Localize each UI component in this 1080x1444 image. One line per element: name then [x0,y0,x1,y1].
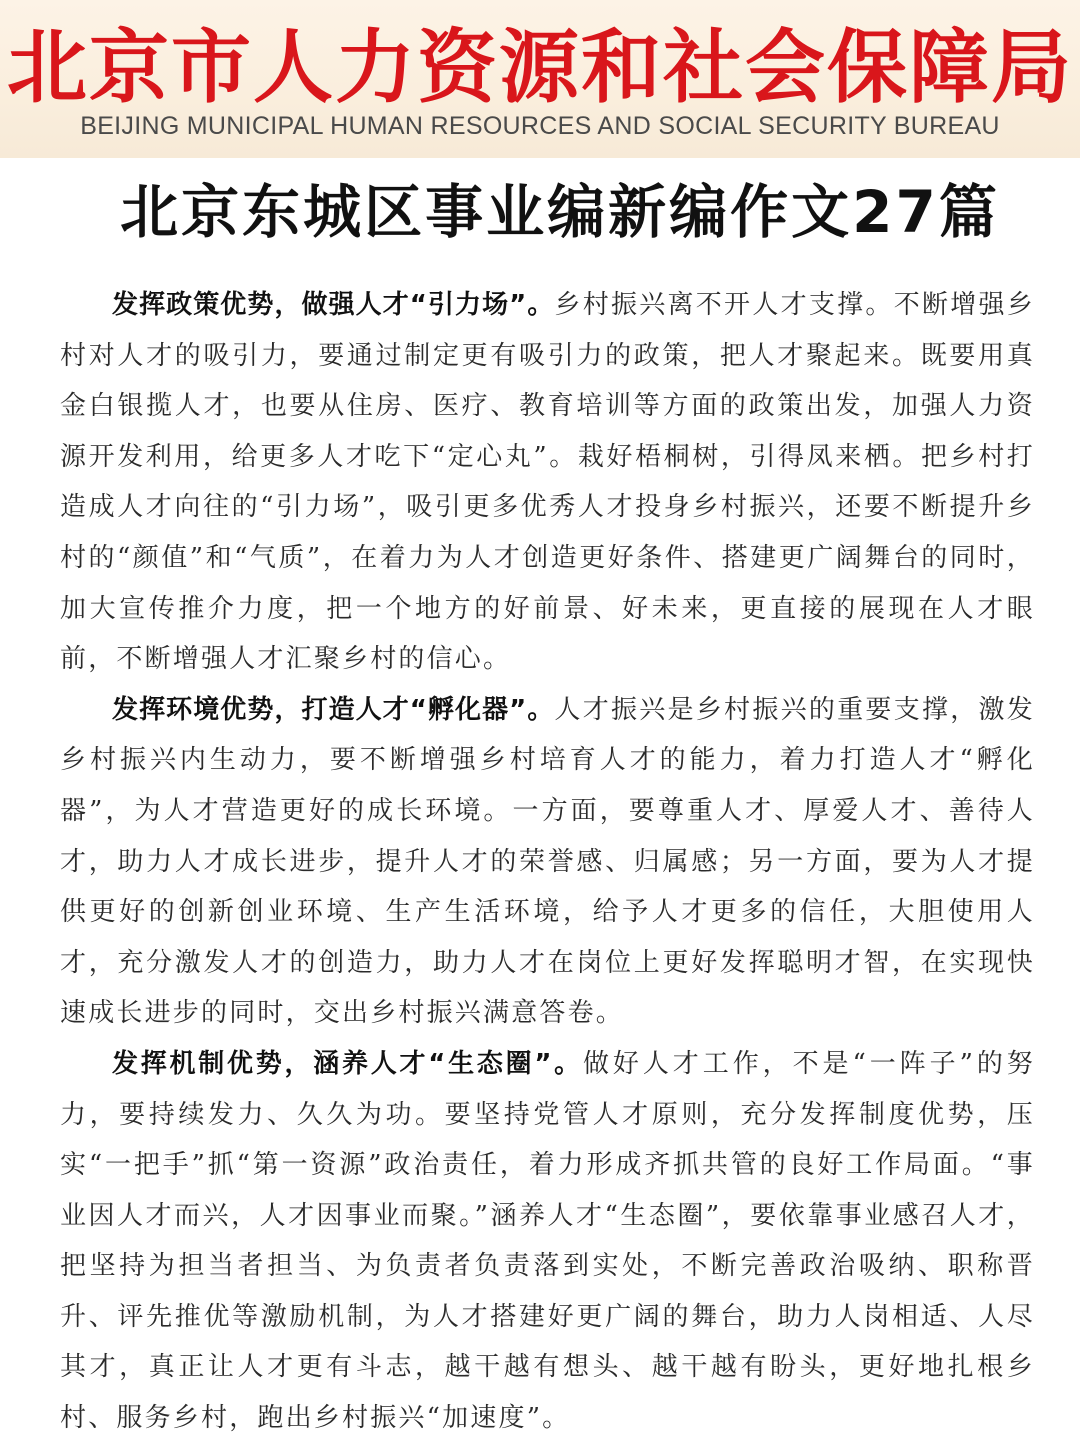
paragraph-3 [60,1039,1035,1444]
article-body [60,280,1035,1444]
paragraph-2 [60,685,1035,1039]
paragraph-text: 人才振兴是乡村振兴的重要支撑，激发乡村振兴内生动力，要不断增强乡村培育人才的能力，着力打造人才“孵化器”，为人才营造更好的成长环境。一方面，要尊重人才、厚爱人才、善待人才，助力人才成长进步，提升人才的荣誉感、归属感；另一方面，要为人才提供更好的创新创业环境、生产生活环境，给予人才更多的信任，大胆使用人才，充分激发人才的创造力，助力人才在岗位上更好发挥聪明才智，在实现快速成长进步的同时，交出乡村振兴满意答卷。 [60,694,1035,1029]
paragraph-lead: 发挥政策优势，做强人才“引力场”。 [112,290,555,320]
paragraph-text: 乡村振兴离不开人才支撑。不断增强乡村对人才的吸引力，要通过制定更有吸引力的政策，把人才聚起来。既要用真金白银揽人才，也要从住房、医疗、教育培训等方面的政策出发，加强人力资源开发利用，给更多人才吃下“定心丸”。栽好梧桐树，引得凤来栖。把乡村打造成人才向往的“引力场”，吸引更多优秀人才投身乡村振兴，还要不断提升乡村的“颜值”和“气质”，在着力为人才创造更好条件、搭建更广阔舞台的同时，加大宣传推介力度，把一个地方的好前景、好未来，更直接的展现在人才眼前，不断增强人才汇聚乡村的信心。 [60,290,1035,675]
paragraph-text: 做好人才工作，不是“一阵子”的努力，要持续发力、久久为功。要坚持党管人才原则，充分发挥制度优势，压实“一把手”抓“第一资源”政治责任，着力形成齐抓共管的良好工作局面。“事业因人才而兴，人才因事业而聚。”涵养人才“生态圈”，要依靠事业感召人才，把坚持为担当者担当、为负责者负责落到实处，不断完善政治吸纳、职称晋升、评先推优等激励机制，为人才搭建好更广阔的舞台，助力人岗相适、人尽其才，真正让人才更有斗志，越干越有想头、越干越有盼头，更好地扎根乡村、服务乡村，跑出乡村振兴“加速度”。 [60,1048,1035,1434]
paragraph-lead: 发挥环境优势，打造人才“孵化器”。 [112,694,555,725]
paragraph-lead: 发挥机制优势，涵养人才“生态圈”。 [112,1048,583,1079]
org-name-en: BEIJING MUNICIPAL HUMAN RESOURCES AND SOCIAL SECURITY BUREAU [80,112,1000,140]
paragraph-1 [60,280,1035,685]
document-title: 北京东城区事业编新编作文27篇 [120,178,1000,246]
org-name-cn: 北京市人力资源和社会保障局 [7,21,1073,114]
header-banner [0,0,1080,158]
